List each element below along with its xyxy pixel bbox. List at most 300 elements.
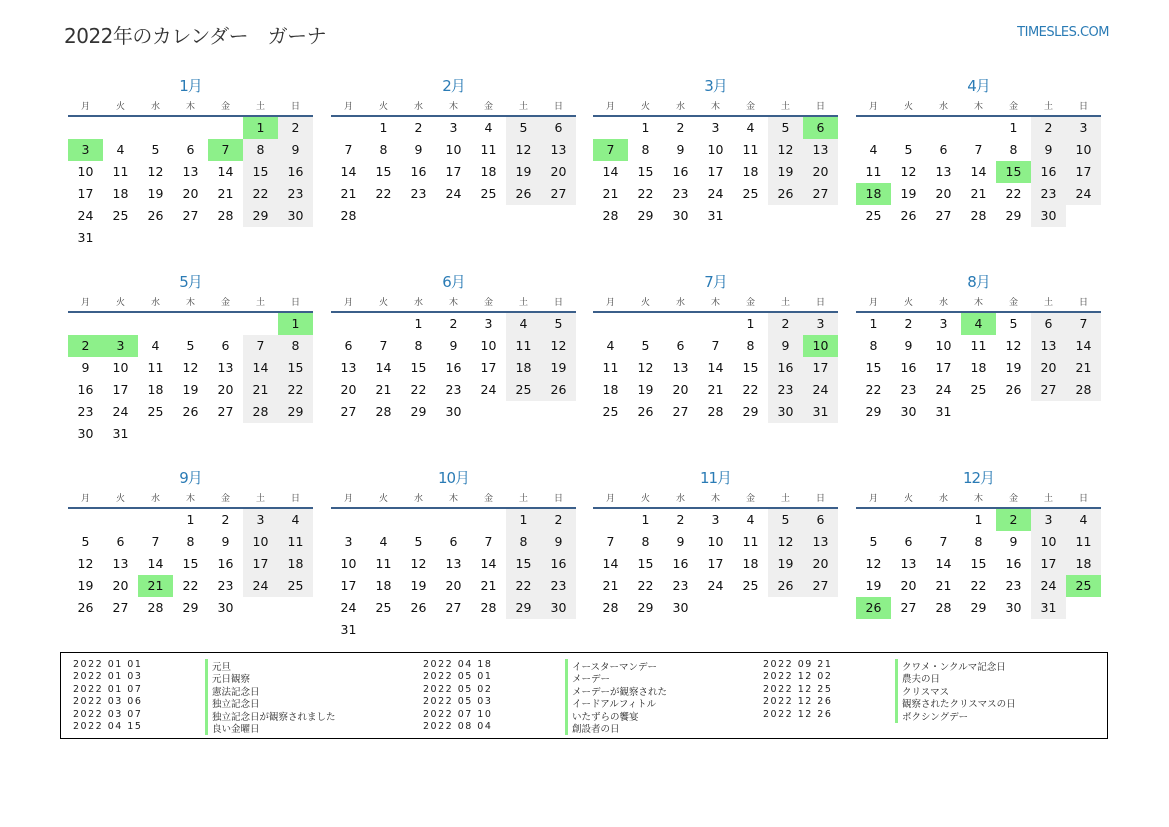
day-cell: 15	[278, 357, 313, 379]
day-cell: 25	[602, 404, 619, 419]
holiday-date: 2022 04 15	[73, 721, 143, 732]
weekday-label: 日	[553, 101, 563, 112]
weekday-label: 火	[378, 297, 388, 308]
day-cell: 3	[939, 316, 948, 331]
day-cell: 21	[217, 186, 234, 201]
day-cell: 29	[970, 600, 987, 615]
weekday-header	[856, 488, 1101, 506]
day-cell: 16	[900, 360, 917, 375]
day-cell: 23	[1005, 578, 1022, 593]
day-cell: 24	[935, 382, 952, 397]
day-cell: 5	[151, 142, 160, 157]
empty-cell	[331, 509, 366, 531]
day-cell: 28	[602, 208, 619, 223]
weekday-label: 火	[903, 101, 913, 112]
day-cell: 22	[410, 382, 427, 397]
day-cell: 11	[147, 360, 164, 375]
month-block	[856, 272, 1101, 423]
day-cell: 2	[676, 120, 685, 135]
month-name: 8月	[967, 273, 990, 291]
day-cell: 25	[147, 404, 164, 419]
day-cell: 10	[112, 360, 129, 375]
site-name[interactable]: TIMESLES.COM	[1017, 25, 1109, 40]
holiday-day-cell: 15	[996, 161, 1031, 183]
day-cell: 27	[445, 600, 462, 615]
day-cell: 26	[182, 404, 199, 419]
weekday-label: 土	[255, 297, 265, 308]
day-cell: 6	[803, 509, 838, 531]
day-cell: 20	[935, 186, 952, 201]
day-cell: 7	[711, 338, 720, 353]
day-cell: 14	[340, 164, 357, 179]
day-cell: 16	[1005, 556, 1022, 571]
holiday-date: 2022 03 07	[73, 708, 143, 720]
empty-cell	[628, 313, 663, 335]
day-cell: 9	[278, 139, 313, 161]
day-cell: 17	[1031, 553, 1066, 575]
weekday-label: 月	[343, 297, 353, 308]
month-name: 6月	[442, 273, 465, 291]
holiday-day-cell: 3	[68, 139, 103, 161]
weekday-label: 土	[780, 493, 790, 504]
empty-cell	[698, 313, 733, 335]
weekday-label: 日	[1078, 101, 1088, 112]
day-cell: 15	[182, 556, 199, 571]
day-cell: 8	[641, 534, 650, 549]
weekday-label: 日	[290, 101, 300, 112]
weekday-label: 月	[868, 101, 878, 112]
month-name: 11月	[699, 469, 732, 487]
weekday-label: 金	[220, 493, 230, 504]
day-cell: 19	[182, 382, 199, 397]
day-cell: 6	[449, 534, 458, 549]
holiday-day-cell: 4	[961, 313, 996, 335]
day-cell: 12	[768, 531, 803, 553]
day-grid	[68, 313, 313, 445]
weekday-label: 金	[483, 297, 493, 308]
day-cell: 25	[278, 575, 313, 597]
month-block	[68, 76, 313, 249]
holiday-day-cell: 3	[103, 335, 138, 357]
day-cell: 22	[1005, 186, 1022, 201]
empty-cell	[138, 117, 173, 139]
day-cell: 20	[672, 382, 689, 397]
day-cell: 28	[707, 404, 724, 419]
day-cell: 16	[541, 553, 576, 575]
day-cell: 23	[900, 382, 917, 397]
month-block	[68, 468, 313, 619]
day-cell: 2	[1031, 117, 1066, 139]
weekday-header	[68, 488, 313, 506]
day-cell: 14	[375, 360, 392, 375]
holiday-date: 2022 03 06	[73, 696, 143, 708]
day-grid	[331, 313, 576, 423]
day-cell: 27	[112, 600, 129, 615]
day-cell: 2	[278, 117, 313, 139]
month-block	[331, 272, 576, 423]
day-cell: 18	[375, 578, 392, 593]
day-cell: 26	[900, 208, 917, 223]
day-grid	[856, 117, 1101, 227]
empty-cell	[961, 117, 996, 139]
day-cell: 26	[1005, 382, 1022, 397]
day-cell: 3	[344, 534, 353, 549]
day-cell: 24	[707, 578, 724, 593]
day-cell: 25	[480, 186, 497, 201]
day-cell: 28	[602, 600, 619, 615]
month-name: 2月	[442, 77, 465, 95]
day-cell: 14	[602, 556, 619, 571]
holiday-name: 農夫の日	[895, 671, 940, 685]
holiday-day-cell: 18	[856, 183, 891, 205]
day-cell: 2	[904, 316, 913, 331]
day-cell: 3	[484, 316, 493, 331]
weekday-header	[331, 488, 576, 506]
day-cell: 13	[1031, 335, 1066, 357]
day-cell: 9	[449, 338, 458, 353]
weekday-label: 土	[1043, 297, 1053, 308]
day-cell: 14	[707, 360, 724, 375]
day-cell: 16	[672, 556, 689, 571]
day-cell: 20	[541, 161, 576, 183]
day-cell: 30	[445, 404, 462, 419]
weekday-header	[68, 292, 313, 310]
day-cell: 22	[742, 382, 759, 397]
day-cell: 17	[707, 164, 724, 179]
day-cell: 22	[637, 186, 654, 201]
day-cell: 27	[217, 404, 234, 419]
holiday-date: 2022 05 02	[423, 683, 493, 695]
holiday-name: クワメ・ンクルマ記念日	[895, 659, 1006, 673]
day-cell: 4	[606, 338, 615, 353]
weekday-header	[593, 488, 838, 506]
empty-cell	[138, 313, 173, 335]
holiday-name: 創設者の日	[565, 721, 620, 735]
day-cell: 22	[506, 575, 541, 597]
day-cell: 22	[375, 186, 392, 201]
day-cell: 27	[541, 183, 576, 205]
day-cell: 17	[1066, 161, 1101, 183]
empty-cell	[891, 509, 926, 531]
weekday-label: 木	[448, 493, 458, 504]
empty-cell	[926, 117, 961, 139]
day-cell: 17	[77, 186, 94, 201]
holiday-name: 元旦	[205, 659, 231, 673]
day-cell: 19	[637, 382, 654, 397]
day-cell: 24	[445, 186, 462, 201]
day-cell: 9	[1009, 534, 1018, 549]
weekday-label: 土	[1043, 493, 1053, 504]
weekday-label: 水	[413, 493, 423, 504]
day-cell: 15	[506, 553, 541, 575]
weekday-label: 木	[973, 101, 983, 112]
holiday-date: 2022 12 25	[763, 683, 833, 695]
day-cell: 1	[1009, 120, 1018, 135]
day-cell: 25	[742, 186, 759, 201]
holiday-list	[60, 652, 1108, 739]
day-cell: 30	[900, 404, 917, 419]
day-cell: 9	[221, 534, 230, 549]
holiday-name: いたずらの饗宴	[565, 709, 639, 723]
weekday-header	[856, 292, 1101, 310]
day-cell: 13	[900, 556, 917, 571]
day-cell: 7	[344, 142, 353, 157]
day-cell: 31	[340, 622, 357, 637]
holiday-name: 独立記念日が観察されました	[205, 709, 336, 723]
holiday-name: 元日観察	[205, 671, 250, 685]
day-cell: 27	[803, 575, 838, 597]
weekday-label: 水	[150, 101, 160, 112]
day-cell: 29	[637, 600, 654, 615]
empty-cell	[208, 313, 243, 335]
day-cell: 10	[445, 142, 462, 157]
weekday-label: 金	[1008, 101, 1018, 112]
empty-cell	[593, 509, 628, 531]
holiday-name: メーデー	[565, 671, 610, 685]
day-cell: 14	[217, 164, 234, 179]
day-cell: 12	[77, 556, 94, 571]
holiday-date: 2022 09 21	[763, 659, 833, 670]
day-cell: 4	[278, 509, 313, 531]
weekday-label: 月	[868, 297, 878, 308]
day-cell: 15	[410, 360, 427, 375]
month-block	[331, 76, 576, 227]
empty-cell	[68, 313, 103, 335]
day-cell: 19	[1005, 360, 1022, 375]
holiday-date: 2022 12 26	[763, 708, 833, 720]
day-cell: 25	[742, 578, 759, 593]
holiday-day-cell: 26	[856, 597, 891, 619]
day-cell: 6	[541, 117, 576, 139]
weekday-label: 月	[80, 101, 90, 112]
day-cell: 28	[970, 208, 987, 223]
day-cell: 26	[410, 600, 427, 615]
weekday-header	[331, 292, 576, 310]
weekday-label: 金	[745, 493, 755, 504]
day-cell: 18	[602, 382, 619, 397]
weekday-label: 水	[675, 297, 685, 308]
day-cell: 2	[676, 512, 685, 527]
day-grid	[331, 509, 576, 641]
day-cell: 16	[410, 164, 427, 179]
holiday-day-cell: 2	[996, 509, 1031, 531]
day-cell: 16	[278, 161, 313, 183]
day-cell: 24	[1066, 183, 1101, 205]
day-cell: 11	[375, 556, 392, 571]
day-cell: 5	[641, 338, 650, 353]
day-cell: 12	[1005, 338, 1022, 353]
day-cell: 13	[541, 139, 576, 161]
day-cell: 27	[935, 208, 952, 223]
weekday-label: 土	[518, 493, 528, 504]
day-cell: 19	[77, 578, 94, 593]
day-cell: 1	[414, 316, 423, 331]
weekday-label: 金	[220, 297, 230, 308]
day-cell: 10	[707, 142, 724, 157]
day-cell: 1	[186, 512, 195, 527]
weekday-label: 木	[973, 297, 983, 308]
weekday-label: 土	[518, 101, 528, 112]
day-cell: 29	[182, 600, 199, 615]
day-cell: 20	[445, 578, 462, 593]
day-cell: 8	[506, 531, 541, 553]
day-cell: 9	[676, 534, 685, 549]
day-cell: 26	[768, 575, 803, 597]
day-cell: 15	[375, 164, 392, 179]
day-cell: 8	[379, 142, 388, 157]
day-cell: 16	[768, 357, 803, 379]
weekday-label: 木	[185, 493, 195, 504]
weekday-label: 水	[675, 493, 685, 504]
day-cell: 26	[637, 404, 654, 419]
day-cell: 14	[1066, 335, 1101, 357]
day-cell: 11	[480, 142, 497, 157]
day-cell: 30	[278, 205, 313, 227]
day-cell: 23	[672, 578, 689, 593]
weekday-label: 土	[255, 101, 265, 112]
holiday-name: 観察されたクリスマスの日	[895, 696, 1016, 710]
weekday-label: 土	[255, 493, 265, 504]
weekday-label: 水	[938, 493, 948, 504]
day-cell: 6	[1031, 313, 1066, 335]
holiday-name: 良い金曜日	[205, 721, 260, 735]
day-grid	[68, 509, 313, 619]
day-cell: 28	[935, 600, 952, 615]
day-cell: 20	[1031, 357, 1066, 379]
weekday-label: 木	[710, 297, 720, 308]
month-name: 5月	[179, 273, 202, 291]
day-cell: 24	[1031, 575, 1066, 597]
day-cell: 6	[221, 338, 230, 353]
day-cell: 31	[707, 208, 724, 223]
day-cell: 3	[1031, 509, 1066, 531]
weekday-header	[593, 292, 838, 310]
weekday-label: 月	[343, 101, 353, 112]
day-cell: 15	[637, 164, 654, 179]
day-cell: 18	[480, 164, 497, 179]
day-cell: 21	[602, 578, 619, 593]
day-cell: 7	[606, 534, 615, 549]
weekday-label: 月	[605, 297, 615, 308]
day-cell: 4	[379, 534, 388, 549]
day-cell: 21	[243, 379, 278, 401]
holiday-day-cell: 2	[68, 335, 103, 357]
day-cell: 21	[935, 578, 952, 593]
day-cell: 8	[243, 139, 278, 161]
holiday-date: 2022 01 03	[73, 671, 143, 683]
day-cell: 2	[414, 120, 423, 135]
day-cell: 21	[375, 382, 392, 397]
day-cell: 31	[803, 401, 838, 423]
day-cell: 31	[1031, 597, 1066, 619]
day-cell: 18	[970, 360, 987, 375]
holiday-day-cell: 21	[138, 575, 173, 597]
day-cell: 25	[865, 208, 882, 223]
day-cell: 23	[672, 186, 689, 201]
day-cell: 11	[506, 335, 541, 357]
weekday-label: 火	[640, 493, 650, 504]
day-cell: 25	[112, 208, 129, 223]
day-cell: 6	[186, 142, 195, 157]
day-cell: 28	[217, 208, 234, 223]
empty-cell	[891, 117, 926, 139]
day-cell: 23	[278, 183, 313, 205]
month-block	[593, 272, 838, 423]
day-cell: 1	[869, 316, 878, 331]
day-cell: 16	[1031, 161, 1066, 183]
day-cell: 18	[1066, 553, 1101, 575]
day-cell: 29	[742, 404, 759, 419]
day-grid	[68, 117, 313, 249]
day-cell: 27	[672, 404, 689, 419]
day-cell: 3	[1066, 117, 1101, 139]
day-cell: 1	[506, 509, 541, 531]
day-cell: 11	[1066, 531, 1101, 553]
day-cell: 23	[410, 186, 427, 201]
day-cell: 20	[217, 382, 234, 397]
day-cell: 5	[1009, 316, 1018, 331]
day-grid	[593, 117, 838, 227]
day-cell: 3	[243, 509, 278, 531]
weekday-label: 月	[80, 493, 90, 504]
day-cell: 20	[803, 553, 838, 575]
day-cell: 12	[147, 164, 164, 179]
day-cell: 10	[1031, 531, 1066, 553]
holiday-name: クリスマス	[895, 684, 949, 698]
day-cell: 7	[939, 534, 948, 549]
day-cell: 3	[449, 120, 458, 135]
weekday-label: 日	[1078, 493, 1088, 504]
weekday-header	[331, 96, 576, 114]
day-cell: 5	[904, 142, 913, 157]
day-cell: 2	[449, 316, 458, 331]
day-cell: 11	[278, 531, 313, 553]
day-cell: 18	[742, 164, 759, 179]
month-name: 1月	[179, 77, 202, 95]
weekday-header	[856, 96, 1101, 114]
day-cell: 11	[865, 164, 882, 179]
holiday-date: 2022 08 04	[423, 721, 493, 732]
day-cell: 21	[707, 382, 724, 397]
day-cell: 1	[641, 120, 650, 135]
day-cell: 20	[803, 161, 838, 183]
weekday-label: 土	[518, 297, 528, 308]
day-cell: 4	[506, 313, 541, 335]
day-cell: 22	[182, 578, 199, 593]
day-cell: 27	[900, 600, 917, 615]
empty-cell	[103, 313, 138, 335]
day-cell: 13	[935, 164, 952, 179]
day-cell: 14	[602, 164, 619, 179]
day-cell: 20	[900, 578, 917, 593]
day-cell: 15	[970, 556, 987, 571]
day-cell: 30	[768, 401, 803, 423]
weekday-label: 金	[483, 101, 493, 112]
month-block	[68, 272, 313, 445]
day-cell: 24	[340, 600, 357, 615]
month-name: 4月	[967, 77, 990, 95]
day-cell: 20	[112, 578, 129, 593]
day-cell: 30	[1005, 600, 1022, 615]
day-cell: 20	[182, 186, 199, 201]
day-cell: 14	[480, 556, 497, 571]
month-name: 12月	[962, 469, 995, 487]
day-cell: 16	[77, 382, 94, 397]
day-cell: 23	[768, 379, 803, 401]
empty-cell	[593, 313, 628, 335]
day-cell: 13	[672, 360, 689, 375]
day-cell: 5	[768, 509, 803, 531]
